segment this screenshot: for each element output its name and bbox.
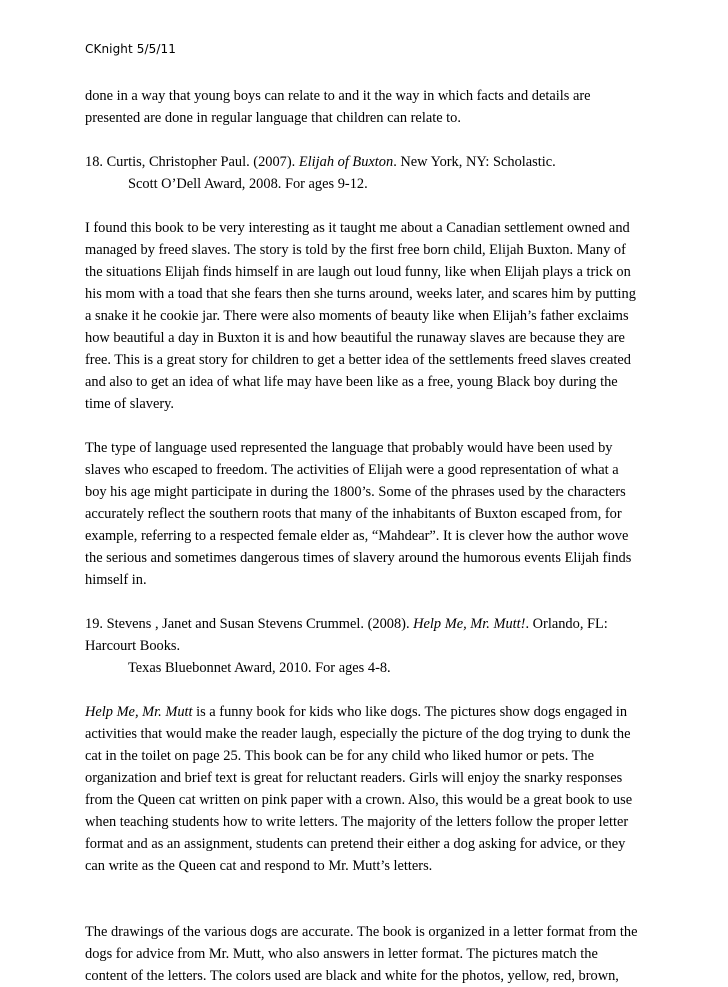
text-line: done in a way that young boys can relate to and it the way in which facts and details are [85, 88, 591, 104]
text-line: activities that would make the reader laugh, especially the picture of the dog trying to dunk the [85, 726, 631, 742]
text-line: the serious and sometimes dangerous times of slavery around the humorous events Elijah finds [85, 550, 632, 566]
text-line: accurately reflect the southern roots that many of the inhabitants of Buxton escaped from, for [85, 506, 622, 522]
text-line: The type of language used represented the language that probably would have been used by [85, 440, 613, 456]
text-line: format and as an assignment, students can pretend their either a dog asking for advice, or they [85, 836, 626, 852]
text-line: the situations Elijah finds himself in are laugh out loud funny, like when Elijah plays a trick on [85, 264, 631, 280]
text-line: presented are done in regular language that children can relate to. [85, 110, 461, 126]
award-line: Texas Bluebonnet Award, 2010. For ages 4-8. [128, 660, 391, 676]
citation-prefix: 18. Curtis, Christopher Paul. (2007). [85, 154, 299, 170]
citation-line [85, 613, 655, 635]
text-line: his mom with a toad that she fears then she turns around, weeks later, and scares him by putting [85, 286, 636, 302]
paragraph-continuation [85, 85, 655, 129]
text-line: content of the letters. The colors used are black and white for the photos, yellow, red, brown, [85, 968, 619, 984]
text-line: free. This is a great story for children to get a better idea of the settlements freed slaves created [85, 352, 631, 368]
book-title: Help Me, Mr. Mutt! [413, 616, 526, 632]
text-line: himself in. [85, 572, 147, 588]
citation-line [85, 151, 655, 173]
document-body [85, 85, 655, 987]
text-line: managed by freed slaves. The story is told by the first free born child, Elijah Buxton. Many of [85, 242, 626, 258]
publisher-line: Harcourt Books. [85, 638, 181, 654]
text-line: when teaching students how to write letters. The majority of the letters follow the proper letter [85, 814, 629, 830]
review-paragraph-elijah [85, 217, 655, 415]
award-line: Scott O’Dell Award, 2008. For ages 9-12. [128, 176, 368, 192]
text-line: how beautiful a day in Buxton it is and how beautiful the runaway slaves are because they are [85, 330, 625, 346]
citation-entry-19 [85, 613, 655, 679]
drawings-paragraph-mutt [85, 921, 655, 987]
text-line: I found this book to be very interesting as it taught me about a Canadian settlement owned and [85, 220, 630, 236]
book-title: Help Me, Mr. Mutt [85, 704, 193, 720]
text-line: boy his age might participate in during the 1800’s. Some of the phrases used by the characters [85, 484, 626, 500]
page-header: CKnight 5/5/11 [85, 42, 176, 56]
citation-suffix: . Orlando, FL: [525, 616, 608, 632]
text-line: example, referring to a respected female elder as, “Mahdear”. It is clever how the author wove [85, 528, 629, 544]
text-line: can write as the Queen cat and respond to Mr. Mutt’s letters. [85, 858, 433, 874]
text-line: dogs for advice from Mr. Mutt, who also answers in letter format. The pictures match the [85, 946, 598, 962]
text-line: from the Queen cat written on pink paper with a crown. Also, this would be a great book to use [85, 792, 633, 808]
text-line: a snake it he cookie jar. There were also moments of beauty like when Elijah’s father exclaims [85, 308, 629, 324]
text-line: Help Me, Mr. Mutt is a funny book for kids who like dogs. The pictures show dogs engaged in [85, 704, 628, 720]
book-title: Elijah of Buxton [298, 154, 394, 170]
review-paragraph-mutt [85, 701, 655, 877]
text-line: The drawings of the various dogs are accurate. The book is organized in a letter format from the [85, 924, 638, 940]
text-line: slaves who escaped to freedom. The activities of Elijah were a good representation of what a [85, 462, 619, 478]
citation-suffix: . New York, NY: Scholastic. [393, 154, 556, 170]
text-line: organization and brief text is great for reluctant readers. Girls will enjoy the snarky responses [85, 770, 623, 786]
citation-prefix: 19. Stevens , Janet and Susan Stevens Crummel. (2008). [85, 616, 414, 632]
text-line: and also to get an idea of what life may have been like as a free, young Black boy during the [85, 374, 618, 390]
text-line: time of slavery. [85, 396, 174, 412]
text-line: cat in the toilet on page 25. This book can be for any child who liked humor or pets. The [85, 748, 595, 764]
citation-entry-18 [85, 151, 655, 195]
language-paragraph-elijah [85, 437, 655, 591]
